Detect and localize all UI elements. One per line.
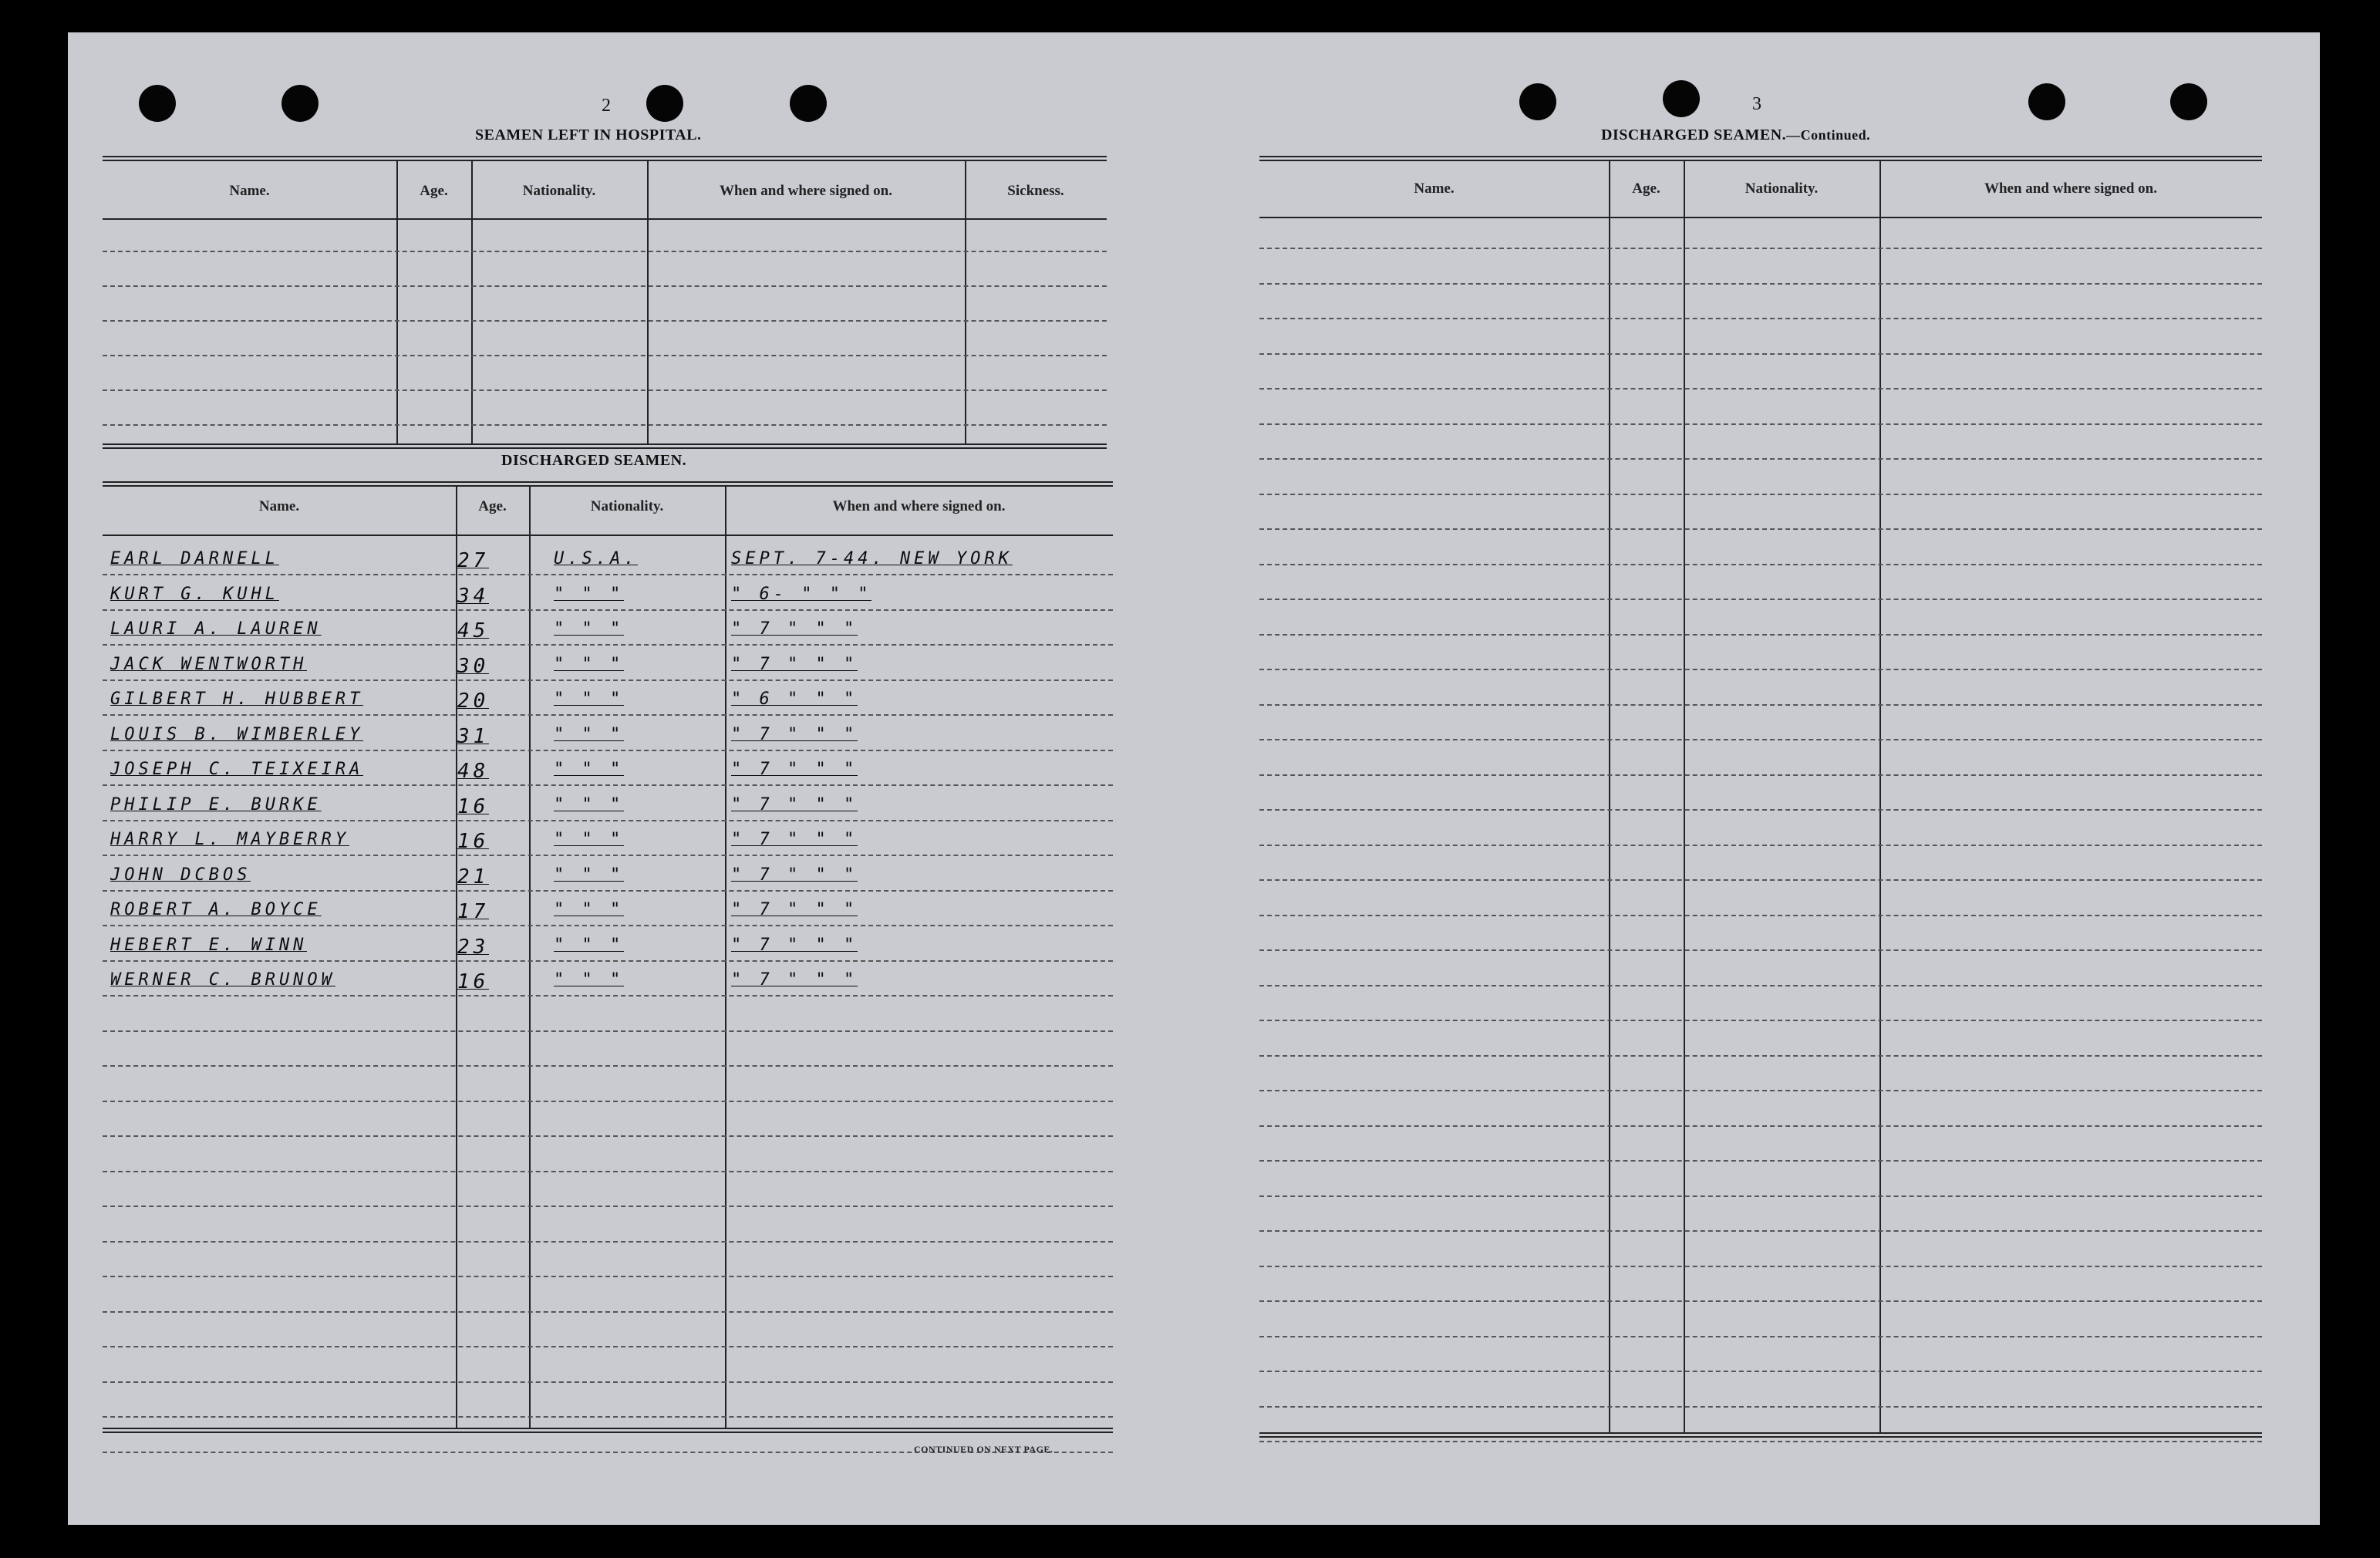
entry-signed-on: " 7 " " " <box>731 724 858 744</box>
entry-signed-on: " 7 " " " <box>731 794 858 814</box>
entry-nationality: " " " <box>554 865 625 885</box>
entry-signed-on: SEPT. 7-44. NEW YORK <box>731 549 1013 568</box>
entry-nationality: " " " <box>554 935 625 955</box>
continued-col-nationality: Nationality. <box>1745 180 1819 197</box>
entry-age: 21 <box>457 865 490 889</box>
entry-nationality: " " " <box>554 724 625 744</box>
entry-nationality: " " " <box>554 619 625 639</box>
entry-age: 17 <box>457 900 490 923</box>
punch-hole <box>2170 83 2207 120</box>
hospital-col-name: Name. <box>229 183 270 199</box>
entry-signed-on: " 7 " " " <box>731 900 858 919</box>
punch-hole <box>2028 83 2065 120</box>
continued-col-signed-on: When and where signed on. <box>1984 180 2157 197</box>
hospital-section-title: SEAMEN LEFT IN HOSPITAL. <box>475 126 702 143</box>
page-number-left: 2 <box>602 96 611 116</box>
hospital-col-nationality: Nationality. <box>522 183 596 199</box>
entry-nationality: " " " <box>554 900 625 919</box>
hospital-col-age: Age. <box>420 183 448 199</box>
entry-age: 30 <box>457 654 490 678</box>
entry-nationality: " " " <box>554 760 625 779</box>
entry-name: JOHN DCBOS <box>110 865 251 885</box>
entry-name: JACK WENTWORTH <box>110 654 308 674</box>
continued-section-title <box>1601 126 1870 144</box>
entry-name: WERNER C. BRUNOW <box>110 970 335 990</box>
entry-age: 48 <box>457 760 490 783</box>
entry-name: LOUIS B. WIMBERLEY <box>110 724 364 744</box>
entry-name: GILBERT H. HUBBERT <box>110 690 364 709</box>
entry-signed-on: " 7 " " " <box>731 619 858 639</box>
entry-age: 31 <box>457 724 490 748</box>
discharged-continued-table <box>1259 156 2262 1475</box>
entry-signed-on: " 7 " " " <box>731 654 858 674</box>
entry-nationality: " " " <box>554 830 625 849</box>
entry-name: EARL DARNELL <box>110 549 279 568</box>
punch-hole <box>646 85 683 122</box>
continued-footer: CONTINUED ON NEXT PAGE. <box>914 1444 1053 1455</box>
entry-name: LAURI A. LAUREN <box>110 619 322 639</box>
entry-nationality: " " " <box>554 690 625 709</box>
punch-hole <box>139 85 176 122</box>
punch-hole <box>1519 83 1556 120</box>
entry-age: 16 <box>457 794 490 818</box>
entry-signed-on: " 6 " " " <box>731 690 858 709</box>
punch-hole <box>281 85 319 122</box>
entry-signed-on: " 6- " " " <box>731 584 872 604</box>
discharged-col-age: Age. <box>478 498 507 514</box>
entry-name: JOSEPH C. TEIXEIRA <box>110 760 364 779</box>
discharged-col-name: Name. <box>258 498 300 514</box>
entry-age: 34 <box>457 584 490 608</box>
entry-nationality: U.S.A. <box>554 549 639 568</box>
entry-name: PHILIP E. BURKE <box>110 794 322 814</box>
discharged-col-nationality: Nationality. <box>590 498 664 514</box>
entry-age: 45 <box>457 619 490 642</box>
entry-nationality: " " " <box>554 654 625 674</box>
entry-name: HARRY L. MAYBERRY <box>110 830 350 849</box>
entry-name: HEBERT E. WINN <box>110 935 308 955</box>
page-number-right: 3 <box>1752 94 1761 114</box>
discharged-col-signed-on: When and where signed on. <box>832 498 1006 514</box>
hospital-col-signed-on: When and where signed on. <box>719 183 892 199</box>
entry-signed-on: " 7 " " " <box>731 865 858 885</box>
punch-hole <box>1663 80 1700 117</box>
entry-age: 16 <box>457 970 490 993</box>
discharged-section-title: DISCHARGED SEAMEN. <box>501 452 687 469</box>
hospital-table <box>103 156 1107 449</box>
register-paper <box>68 32 2320 1525</box>
punch-hole <box>790 85 827 122</box>
entry-age: 27 <box>457 549 490 572</box>
entry-nationality: " " " <box>554 970 625 990</box>
entry-signed-on: " 7 " " " <box>731 935 858 955</box>
entry-nationality: " " " <box>554 584 625 604</box>
continued-col-age: Age. <box>1632 180 1660 197</box>
hospital-col-sickness: Sickness. <box>1007 183 1064 199</box>
entry-age: 23 <box>457 935 490 959</box>
continued-title-main: DISCHARGED SEAMEN. <box>1601 126 1787 143</box>
entry-nationality: " " " <box>554 794 625 814</box>
entry-signed-on: " 7 " " " <box>731 970 858 990</box>
continued-title-suffix: —Continued. <box>1786 127 1871 143</box>
entry-age: 20 <box>457 690 490 713</box>
entry-signed-on: " 7 " " " <box>731 830 858 849</box>
continued-col-name: Name. <box>1414 180 1455 197</box>
entry-name: KURT G. KUHL <box>110 584 279 604</box>
entry-name: ROBERT A. BOYCE <box>110 900 322 919</box>
entry-signed-on: " 7 " " " <box>731 760 858 779</box>
entry-age: 16 <box>457 830 490 853</box>
